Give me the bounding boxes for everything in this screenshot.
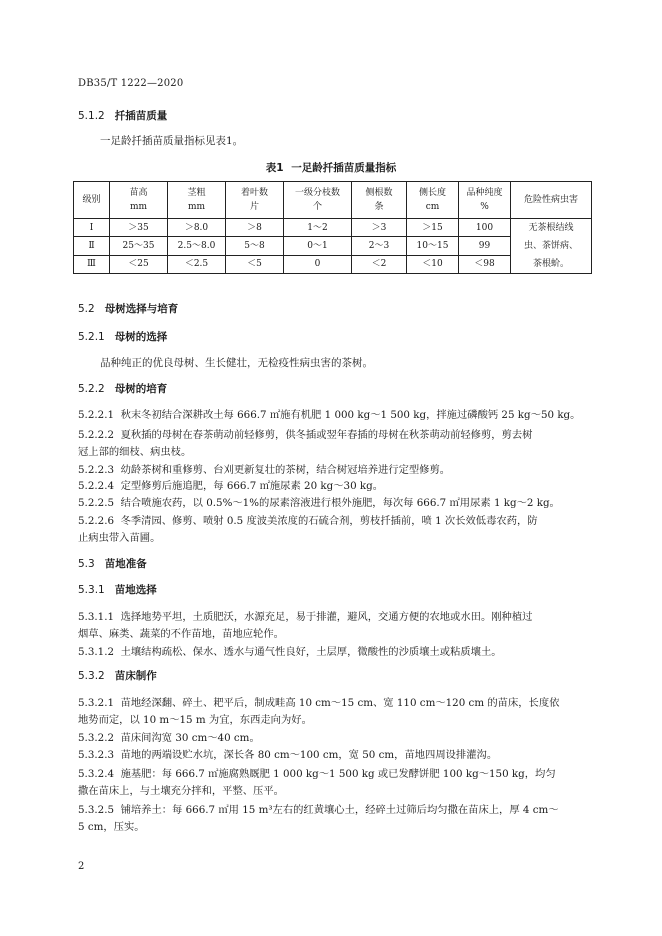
table-caption-number: 表1 bbox=[265, 162, 284, 174]
table-cell: ＞8 bbox=[226, 219, 284, 237]
table-cell: ＜98 bbox=[459, 255, 511, 273]
heading-title: 苗床制作 bbox=[114, 670, 157, 682]
table-cell: ＞35 bbox=[110, 219, 168, 237]
heading-title: 母树的选择 bbox=[114, 331, 168, 343]
table-cell: ＜25 bbox=[110, 255, 168, 273]
heading-title: 苗地选择 bbox=[114, 584, 157, 596]
heading-5-2 bbox=[78, 301, 178, 316]
table-caption-text: 一足龄扦插苗质量指标 bbox=[291, 162, 397, 174]
clause-5-2-2-5: 5.2.2.5 结合喷施农药，以 0.5%～1%的尿素溶液进行根外施肥，每次每 666.7 ㎡用尿素 1 kg～2 kg。 bbox=[78, 497, 560, 509]
table-header-cell: 级别 bbox=[74, 182, 110, 219]
heading-number: 5.2.2 bbox=[78, 383, 105, 395]
paragraph: 一足龄扦插苗质量指标见表1。 bbox=[100, 135, 244, 147]
table-header-row bbox=[74, 182, 592, 219]
heading-number: 5.3 bbox=[78, 558, 95, 570]
table-cell: 0 bbox=[284, 255, 352, 273]
table-header-cell: 苗高 mm bbox=[110, 182, 168, 219]
clause-5-3-2-2: 5.3.2.2 苗床间沟宽 30 cm～40 cm。 bbox=[78, 732, 260, 744]
clause-5-3-2-5-cont: 5 cm，压实。 bbox=[78, 821, 145, 833]
heading-5-2-1 bbox=[78, 329, 167, 344]
heading-5-3-2 bbox=[78, 668, 157, 683]
table-cell: 99 bbox=[459, 237, 511, 255]
table-cell: ＞15 bbox=[407, 219, 459, 237]
clause-5-2-2-6: 5.2.2.6 冬季清园、修剪、喷射 0.5 度波美浓度的石硫合剂，剪枝扦插前，喷 1 次长效低毒农药，防 bbox=[78, 515, 538, 527]
table-header-cell: 危险性病虫害 bbox=[511, 182, 592, 219]
heading-number: 5.2 bbox=[78, 303, 95, 315]
table-cell: ＞8.0 bbox=[168, 219, 226, 237]
table-cell: 0～1 bbox=[284, 237, 352, 255]
table-header-cell: 茎粗 mm bbox=[168, 182, 226, 219]
table-cell: 25～35 bbox=[110, 237, 168, 255]
table-cell: ＞3 bbox=[352, 219, 407, 237]
heading-number: 5.1.2 bbox=[78, 110, 105, 122]
clause-5-3-2-4-cont: 撒在苗床上，与土壤充分拌和，平整、压平。 bbox=[78, 785, 284, 797]
pest-cell: 无茶根结线 虫、茶饼病、 茶根蚧。 bbox=[511, 219, 592, 274]
table-header-cell: 一级分枝数 个 bbox=[284, 182, 352, 219]
clause-5-2-2-2-cont: 冠上部的细枝、病虫枝。 bbox=[78, 446, 192, 458]
table-row bbox=[74, 219, 592, 237]
table-cell: 5～8 bbox=[226, 237, 284, 255]
table-caption bbox=[0, 160, 662, 175]
heading-title: 苗地准备 bbox=[104, 558, 147, 570]
clause-5-2-2-3: 5.2.2.3 幼龄茶树和重修剪、台刈更新复壮的茶树，结合树冠培养进行定型修剪。 bbox=[78, 464, 451, 476]
seedling-quality-table bbox=[73, 181, 592, 274]
table-cell: 10～15 bbox=[407, 237, 459, 255]
table-cell: ＜2.5 bbox=[168, 255, 226, 273]
table-cell: 100 bbox=[459, 219, 511, 237]
table-header-cell: 侧长度 cm bbox=[407, 182, 459, 219]
page-number: 2 bbox=[78, 861, 85, 872]
clause-5-3-2-1: 5.3.2.1 苗地经深翻、碎土、耙平后，制成畦高 10 cm～15 cm、宽 110 cm～120 cm 的苗床，长度依 bbox=[78, 697, 560, 709]
document-code: DB35/T 1222—2020 bbox=[78, 78, 184, 89]
table-header-cell: 着叶数 片 bbox=[226, 182, 284, 219]
table-header-cell: 品种纯度 % bbox=[459, 182, 511, 219]
table-cell: Ⅲ bbox=[74, 255, 110, 273]
table-cell: 2～3 bbox=[352, 237, 407, 255]
clause-5-3-1-2: 5.3.1.2 土壤结构疏松、保水、透水与通气性良好，土层厚，微酸性的沙质壤土或粘质壤土。 bbox=[78, 646, 502, 658]
heading-number: 5.2.1 bbox=[78, 331, 105, 343]
table-header-cell: 侧根数 条 bbox=[352, 182, 407, 219]
clause-5-3-2-4: 5.3.2.4 施基肥：每 666.7 ㎡施腐熟厩肥 1 000 kg～1 500 kg 或已发酵饼肥 100 kg～150 kg，均匀 bbox=[78, 768, 556, 780]
clause-5-2-2-4: 5.2.2.4 定型修剪后施追肥，每 666.7 ㎡施尿素 20 kg～30 kg。 bbox=[78, 480, 384, 492]
table-cell: ＜10 bbox=[407, 255, 459, 273]
table-cell: Ⅰ bbox=[74, 219, 110, 237]
clause-5-3-2-5: 5.3.2.5 铺培养土：每 666.7 ㎡用 15 m³左右的红黄壤心土，经碎土过筛后均匀撒在苗床上，厚 4 cm～ bbox=[78, 804, 559, 816]
table-cell: ＜5 bbox=[226, 255, 284, 273]
heading-title: 扦插苗质量 bbox=[114, 110, 168, 122]
table-cell: Ⅱ bbox=[74, 237, 110, 255]
table-cell: ＜2 bbox=[352, 255, 407, 273]
clause-5-2-2-1: 5.2.2.1 秋末冬初结合深耕改土每 666.7 ㎡施有机肥 1 000 kg～1 500 kg，拌施过磷酸钙 25 kg～50 kg。 bbox=[78, 409, 581, 421]
heading-5-3-1 bbox=[78, 582, 157, 597]
clause-5-3-2-1-cont: 地势而定，以 10 m～15 m 为宜，东西走向为好。 bbox=[78, 714, 312, 726]
heading-title: 母树选择与培育 bbox=[104, 303, 179, 315]
paragraph: 品种纯正的优良母树、生长健壮，无检疫性病虫害的茶树。 bbox=[100, 357, 373, 369]
clause-5-3-1-1: 5.3.1.1 选择地势平坦，土质肥沃，水源充足，易于排灌，避风，交通方便的农地或水田。刚种植过 bbox=[78, 611, 533, 623]
clause-5-3-2-3: 5.3.2.3 苗地的两端设贮水坑，深长各 80 cm～100 cm，宽 50 cm，苗地四周设排灌沟。 bbox=[78, 749, 498, 761]
heading-number: 5.3.1 bbox=[78, 584, 105, 596]
heading-5-1-2 bbox=[78, 108, 167, 123]
clause-5-3-1-1-cont: 烟草、麻类、蔬菜的不作苗地，苗地应轮作。 bbox=[78, 628, 284, 640]
table-cell: 1～2 bbox=[284, 219, 352, 237]
heading-title: 母树的培育 bbox=[114, 383, 168, 395]
clause-5-2-2-6-cont: 止病虫带入苗圃。 bbox=[78, 532, 161, 544]
heading-number: 5.3.2 bbox=[78, 670, 105, 682]
clause-5-2-2-2: 5.2.2.2 夏秋插的母树在春茶萌动前轻修剪，供冬插或翌年春插的母树在秋茶萌动前轻修剪，剪去树 bbox=[78, 429, 533, 441]
heading-5-2-2 bbox=[78, 381, 167, 396]
table-cell: 2.5～8.0 bbox=[168, 237, 226, 255]
heading-5-3 bbox=[78, 556, 147, 571]
